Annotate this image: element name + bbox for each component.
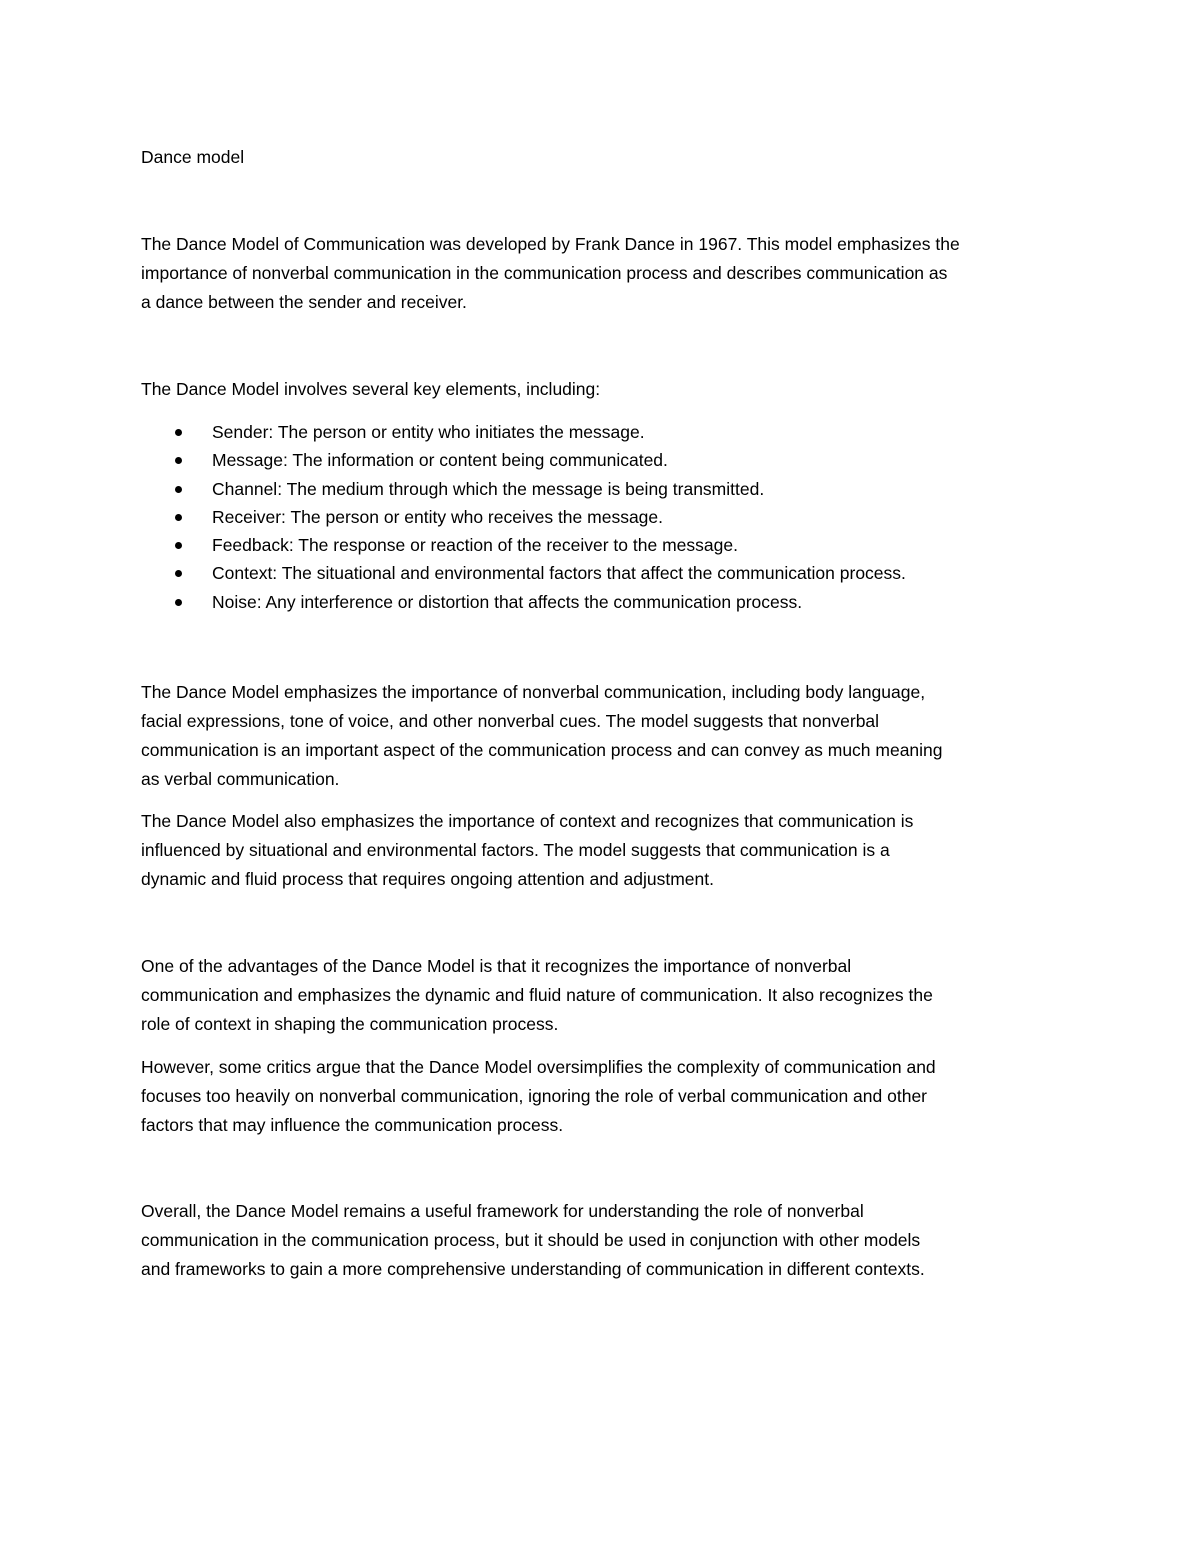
paragraph-line: The Dance Model of Communication was developed by Frank Dance in 1967. This model emphasizes the <box>141 234 960 254</box>
list-item <box>141 418 1081 446</box>
nonverbal-paragraph <box>141 678 1081 794</box>
paragraph-line: Overall, the Dance Model remains a useful framework for understanding the role of nonverbal <box>141 1201 864 1221</box>
list-item-text: Noise: Any interference or distortion that affects the communication process. <box>212 591 803 612</box>
paragraph-line: role of context in shaping the communication process. <box>141 1014 559 1034</box>
list-item <box>141 503 1081 531</box>
document-title: Dance model <box>141 147 245 167</box>
list-item <box>141 475 1081 503</box>
paragraph-line: focuses too heavily on nonverbal communication, ignoring the role of verbal communication and other <box>141 1086 928 1106</box>
paragraph-line: communication in the communication process, but it should be used in conjunction with other models <box>141 1230 921 1250</box>
paragraph-line: The Dance Model emphasizes the importance of nonverbal communication, including body language, <box>141 682 926 702</box>
context-paragraph <box>141 807 1081 894</box>
advantages-paragraph <box>141 952 1081 1039</box>
paragraph-line: However, some critics argue that the Dance Model oversimplifies the complexity of communication and <box>141 1057 936 1077</box>
paragraph-line: The Dance Model also emphasizes the importance of context and recognizes that communication is <box>141 811 914 831</box>
bullet-icon <box>175 542 182 549</box>
paragraph-line: as verbal communication. <box>141 769 340 789</box>
list-item-text: Channel: The medium through which the message is being transmitted. <box>212 478 765 499</box>
key-elements-list <box>141 418 1081 616</box>
paragraph-line: communication is an important aspect of the communication process and can convey as much meaning <box>141 740 943 760</box>
list-item <box>141 446 1081 474</box>
elements-intro <box>141 375 1081 404</box>
list-item-text: Message: The information or content being communicated. <box>212 450 668 471</box>
list-item-text: Receiver: The person or entity who receives the message. <box>212 506 664 527</box>
list-item <box>141 531 1081 559</box>
intro-paragraph <box>141 230 1081 317</box>
paragraph-line: factors that may influence the communication process. <box>141 1115 564 1135</box>
paragraph-line: The Dance Model involves several key elements, including: <box>141 379 601 399</box>
paragraph-line: influenced by situational and environmental factors. The model suggests that communication is a <box>141 840 890 860</box>
list-item <box>141 588 1081 616</box>
bullet-icon <box>175 570 182 577</box>
paragraph-line: dynamic and fluid process that requires ongoing attention and adjustment. <box>141 869 714 889</box>
paragraph-line: a dance between the sender and receiver. <box>141 292 467 312</box>
paragraph-line: and frameworks to gain a more comprehensive understanding of communication in different contexts. <box>141 1259 925 1279</box>
list-item <box>141 559 1081 587</box>
bullet-icon <box>175 599 182 606</box>
bullet-icon <box>175 514 182 521</box>
list-item-text: Feedback: The response or reaction of the receiver to the message. <box>212 535 738 556</box>
list-item-text: Context: The situational and environmental factors that affect the communication process. <box>212 563 906 584</box>
paragraph-line: communication and emphasizes the dynamic and fluid nature of communication. It also recognizes the <box>141 985 933 1005</box>
paragraph-line: facial expressions, tone of voice, and other nonverbal cues. The model suggests that nonverbal <box>141 711 880 731</box>
bullet-icon <box>175 457 182 464</box>
bullet-icon <box>175 486 182 493</box>
criticism-paragraph <box>141 1053 1081 1140</box>
bullet-icon <box>175 429 182 436</box>
paragraph-line: One of the advantages of the Dance Model is that it recognizes the importance of nonverbal <box>141 956 852 976</box>
paragraph-line: importance of nonverbal communication in the communication process and describes communication as <box>141 263 948 283</box>
conclusion-paragraph <box>141 1197 1081 1284</box>
list-item-text: Sender: The person or entity who initiates the message. <box>212 422 645 442</box>
